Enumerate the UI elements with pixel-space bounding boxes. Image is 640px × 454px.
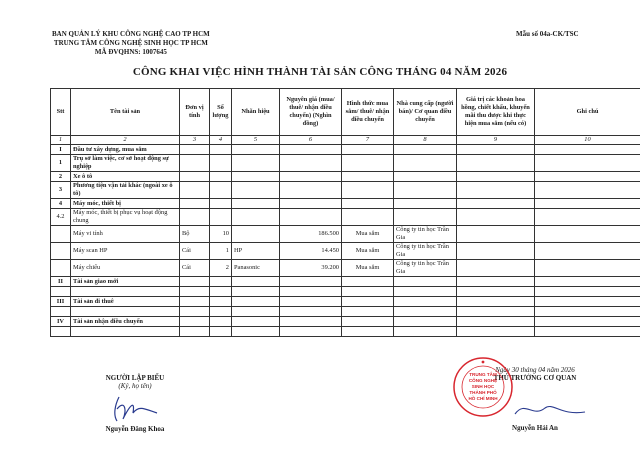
cell-unit: Bộ — [180, 226, 210, 243]
cell-supplier — [394, 199, 457, 209]
table-row — [51, 277, 640, 287]
cell-unit — [180, 145, 210, 155]
cell-form — [342, 297, 394, 307]
cell-note — [535, 172, 640, 182]
cell-form: Mua sắm — [342, 260, 394, 277]
cell-stt: 1 — [51, 155, 71, 172]
cell-form: Mua sắm — [342, 226, 394, 243]
cell-price — [280, 307, 342, 317]
table-row — [51, 182, 640, 199]
cell-name: Đầu tư xây dựng, mua sắm — [71, 145, 180, 155]
official-seal-stamp — [452, 356, 514, 418]
sign-date: Ngày 30 tháng 04 năm 2026 — [495, 366, 575, 374]
cell-note — [535, 226, 640, 243]
cell-supplier — [394, 145, 457, 155]
col-index: 8 — [394, 136, 457, 145]
col-index: 3 — [180, 136, 210, 145]
stamp-line: TRUNG TÂM — [469, 372, 497, 377]
cell-price — [280, 287, 342, 297]
cell-price — [280, 145, 342, 155]
cell-price — [280, 277, 342, 287]
preparer-name: Nguyễn Đăng Khoa — [105, 425, 165, 433]
cell-bonus — [457, 172, 535, 182]
cell-supplier: Công ty tin học Trần Gia — [394, 243, 457, 260]
cell-price: 186.500 — [280, 226, 342, 243]
cell-form — [342, 209, 394, 226]
cell-price — [280, 327, 342, 337]
cell-note — [535, 155, 640, 172]
cell-qty — [210, 317, 232, 327]
col-header-bonus: Giá trị các khoản hoa hồng, chiết khấu, khuyến mãi thu được khi thực hiện mua sắm (nếu có) — [457, 89, 535, 136]
cell-note — [535, 277, 640, 287]
cell-name: Máy móc, thiết bị — [71, 199, 180, 209]
cell-name: Máy vi tính — [71, 226, 180, 243]
cell-price — [280, 182, 342, 199]
stamp-line: HỒ CHÍ MINH — [468, 396, 498, 401]
cell-name: Phương tiện vận tải khác (ngoài xe ô tô) — [71, 182, 180, 199]
cell-brand — [232, 307, 280, 317]
cell-form — [342, 307, 394, 317]
cell-form — [342, 172, 394, 182]
table-row — [51, 260, 640, 277]
table-row — [51, 226, 640, 243]
cell-qty — [210, 327, 232, 337]
cell-qty: 10 — [210, 226, 232, 243]
cell-unit — [180, 297, 210, 307]
cell-unit — [180, 172, 210, 182]
cell-form — [342, 327, 394, 337]
cell-bonus — [457, 307, 535, 317]
form-number: Mẫu số 04a-CK/TSC — [516, 30, 579, 38]
cell-price — [280, 155, 342, 172]
col-header-price: Nguyên giá (mua/ thuê/ nhận điều chuyển) (Nghìn đồng) — [280, 89, 342, 136]
preparer-signature-block — [80, 374, 190, 433]
cell-brand: Panasonic — [232, 260, 280, 277]
cell-supplier — [394, 172, 457, 182]
cell-bonus — [457, 199, 535, 209]
cell-name: Máy móc, thiết bị phục vụ hoạt động chung — [71, 209, 180, 226]
cell-qty — [210, 307, 232, 317]
cell-brand — [232, 226, 280, 243]
cell-brand — [232, 155, 280, 172]
cell-stt: 4.2 — [51, 209, 71, 226]
cell-name: Xe ô tô — [71, 172, 180, 182]
cell-stt: III — [51, 297, 71, 307]
cell-price — [280, 209, 342, 226]
cell-unit — [180, 277, 210, 287]
cell-form — [342, 182, 394, 199]
table-row — [51, 172, 640, 182]
cell-price: 39.200 — [280, 260, 342, 277]
table-row — [51, 307, 640, 317]
cell-supplier — [394, 287, 457, 297]
cell-supplier — [394, 209, 457, 226]
cell-brand — [232, 317, 280, 327]
org-line-2: TRUNG TÂM CÔNG NGHỆ SINH HỌC TP HCM — [53, 39, 208, 47]
cell-unit — [180, 287, 210, 297]
cell-qty — [210, 182, 232, 199]
col-index: 4 — [210, 136, 232, 145]
cell-bonus — [457, 297, 535, 307]
cell-qty — [210, 155, 232, 172]
table-row — [51, 287, 640, 297]
cell-stt: I — [51, 145, 71, 155]
cell-supplier — [394, 277, 457, 287]
cell-stt: 3 — [51, 182, 71, 199]
cell-form — [342, 317, 394, 327]
cell-name: Trụ sở làm việc, cơ sở hoạt động sự nghiệp — [71, 155, 180, 172]
cell-bonus — [457, 317, 535, 327]
cell-note — [535, 243, 640, 260]
cell-note — [535, 287, 640, 297]
cell-bonus — [457, 287, 535, 297]
col-header-note: Ghi chú — [535, 89, 640, 136]
cell-qty — [210, 199, 232, 209]
cell-bonus — [457, 182, 535, 199]
organization-header — [52, 30, 210, 57]
cell-form: Mua sắm — [342, 243, 394, 260]
preparer-signature-scribble — [105, 391, 165, 425]
cell-name — [71, 287, 180, 297]
cell-supplier: Công ty tin học Trần Gia — [394, 260, 457, 277]
cell-stt — [51, 327, 71, 337]
cell-unit — [180, 317, 210, 327]
cell-supplier — [394, 297, 457, 307]
cell-note — [535, 209, 640, 226]
cell-price: 14.450 — [280, 243, 342, 260]
col-index: 10 — [535, 136, 640, 145]
cell-stt — [51, 287, 71, 297]
cell-supplier: Công ty tin học Trần Gia — [394, 226, 457, 243]
table-row — [51, 209, 640, 226]
preparer-hint: (Ký, họ tên) — [118, 382, 152, 390]
cell-stt: IV — [51, 317, 71, 327]
stamp-line: CÔNG NGHỆ — [468, 378, 498, 383]
cell-stt — [51, 307, 71, 317]
cell-name — [71, 327, 180, 337]
col-index: 5 — [232, 136, 280, 145]
cell-qty — [210, 172, 232, 182]
cell-bonus — [457, 145, 535, 155]
col-index: 2 — [71, 136, 180, 145]
table-row — [51, 145, 640, 155]
cell-form — [342, 287, 394, 297]
cell-price — [280, 317, 342, 327]
cell-bonus — [457, 260, 535, 277]
cell-unit — [180, 327, 210, 337]
cell-note — [535, 199, 640, 209]
cell-unit: Cái — [180, 260, 210, 277]
cell-stt: 2 — [51, 172, 71, 182]
cell-note — [535, 317, 640, 327]
cell-price — [280, 199, 342, 209]
col-header-form: Hình thức mua sắm/ thuê/ nhận điều chuyển — [342, 89, 394, 136]
org-line-3: MÃ ĐVQHNS: 1007645 — [94, 48, 167, 56]
cell-unit — [180, 155, 210, 172]
cell-note — [535, 145, 640, 155]
cell-bonus — [457, 155, 535, 172]
cell-bonus — [457, 277, 535, 287]
cell-brand — [232, 209, 280, 226]
cell-note — [535, 260, 640, 277]
cell-unit — [180, 209, 210, 226]
asset-table — [50, 88, 640, 337]
cell-name: Tài sản giao mới — [71, 277, 180, 287]
cell-unit: Cái — [180, 243, 210, 260]
document-title: CÔNG KHAI VIỆC HÌNH THÀNH TÀI SẢN CÔNG THÁNG 04 NĂM 2026 — [132, 66, 508, 78]
cell-name: Tài sản đi thuê — [71, 297, 180, 307]
cell-qty — [210, 145, 232, 155]
cell-brand — [232, 199, 280, 209]
table-row — [51, 317, 640, 327]
table-row — [51, 327, 640, 337]
cell-note — [535, 327, 640, 337]
cell-qty: 2 — [210, 260, 232, 277]
table-body — [51, 145, 640, 337]
cell-note — [535, 297, 640, 307]
col-index: 7 — [342, 136, 394, 145]
cell-brand — [232, 297, 280, 307]
stamp-line: THÀNH PHỐ — [469, 390, 497, 395]
cell-form — [342, 145, 394, 155]
cell-form — [342, 155, 394, 172]
cell-qty — [210, 277, 232, 287]
cell-qty — [210, 297, 232, 307]
cell-supplier — [394, 182, 457, 199]
cell-name: Máy scan HP — [71, 243, 180, 260]
col-index: 6 — [280, 136, 342, 145]
cell-name: Tài sản nhận điều chuyển — [71, 317, 180, 327]
col-header-stt: Stt — [51, 89, 71, 136]
cell-stt — [51, 243, 71, 260]
cell-brand — [232, 327, 280, 337]
cell-name — [71, 307, 180, 317]
cell-stt: 4 — [51, 199, 71, 209]
col-header-supplier: Nhà cung cấp (người bán)/ Cơ quan điều chuyển — [394, 89, 457, 136]
director-name: Nguyễn Hải An — [512, 424, 558, 432]
cell-qty — [210, 209, 232, 226]
table-row — [51, 243, 640, 260]
cell-stt — [51, 226, 71, 243]
cell-unit — [180, 182, 210, 199]
cell-brand — [232, 182, 280, 199]
cell-supplier — [394, 327, 457, 337]
cell-bonus — [457, 243, 535, 260]
cell-brand — [232, 145, 280, 155]
cell-bonus — [457, 209, 535, 226]
cell-qty: 1 — [210, 243, 232, 260]
preparer-role: NGƯỜI LẬP BIỂU — [105, 374, 165, 382]
cell-brand: HP — [232, 243, 280, 260]
cell-brand — [232, 287, 280, 297]
col-index: 9 — [457, 136, 535, 145]
cell-stt — [51, 260, 71, 277]
table-row — [51, 155, 640, 172]
col-header-qty: Số lượng — [210, 89, 232, 136]
cell-note — [535, 182, 640, 199]
cell-price — [280, 297, 342, 307]
cell-unit — [180, 307, 210, 317]
cell-stt: II — [51, 277, 71, 287]
cell-form — [342, 277, 394, 287]
col-header-brand: Nhãn hiệu — [232, 89, 280, 136]
col-header-unit: Đơn vị tính — [180, 89, 210, 136]
cell-brand — [232, 172, 280, 182]
cell-form — [342, 199, 394, 209]
cell-name: Máy chiếu — [71, 260, 180, 277]
table-row — [51, 297, 640, 307]
cell-supplier — [394, 155, 457, 172]
director-role: THỦ TRƯỞNG CƠ QUAN — [493, 374, 577, 382]
col-header-name: Tên tài sản — [71, 89, 180, 136]
cell-bonus — [457, 226, 535, 243]
cell-brand — [232, 277, 280, 287]
col-index: 1 — [51, 136, 71, 145]
table-row — [51, 199, 640, 209]
org-line-1: BAN QUẢN LÝ KHU CÔNG NGHỆ CAO TP HCM — [52, 30, 210, 38]
cell-supplier — [394, 317, 457, 327]
cell-price — [280, 172, 342, 182]
stamp-line: SINH HỌC — [471, 384, 495, 389]
cell-note — [535, 307, 640, 317]
cell-supplier — [394, 307, 457, 317]
cell-unit — [180, 199, 210, 209]
cell-qty — [210, 287, 232, 297]
cell-bonus — [457, 327, 535, 337]
